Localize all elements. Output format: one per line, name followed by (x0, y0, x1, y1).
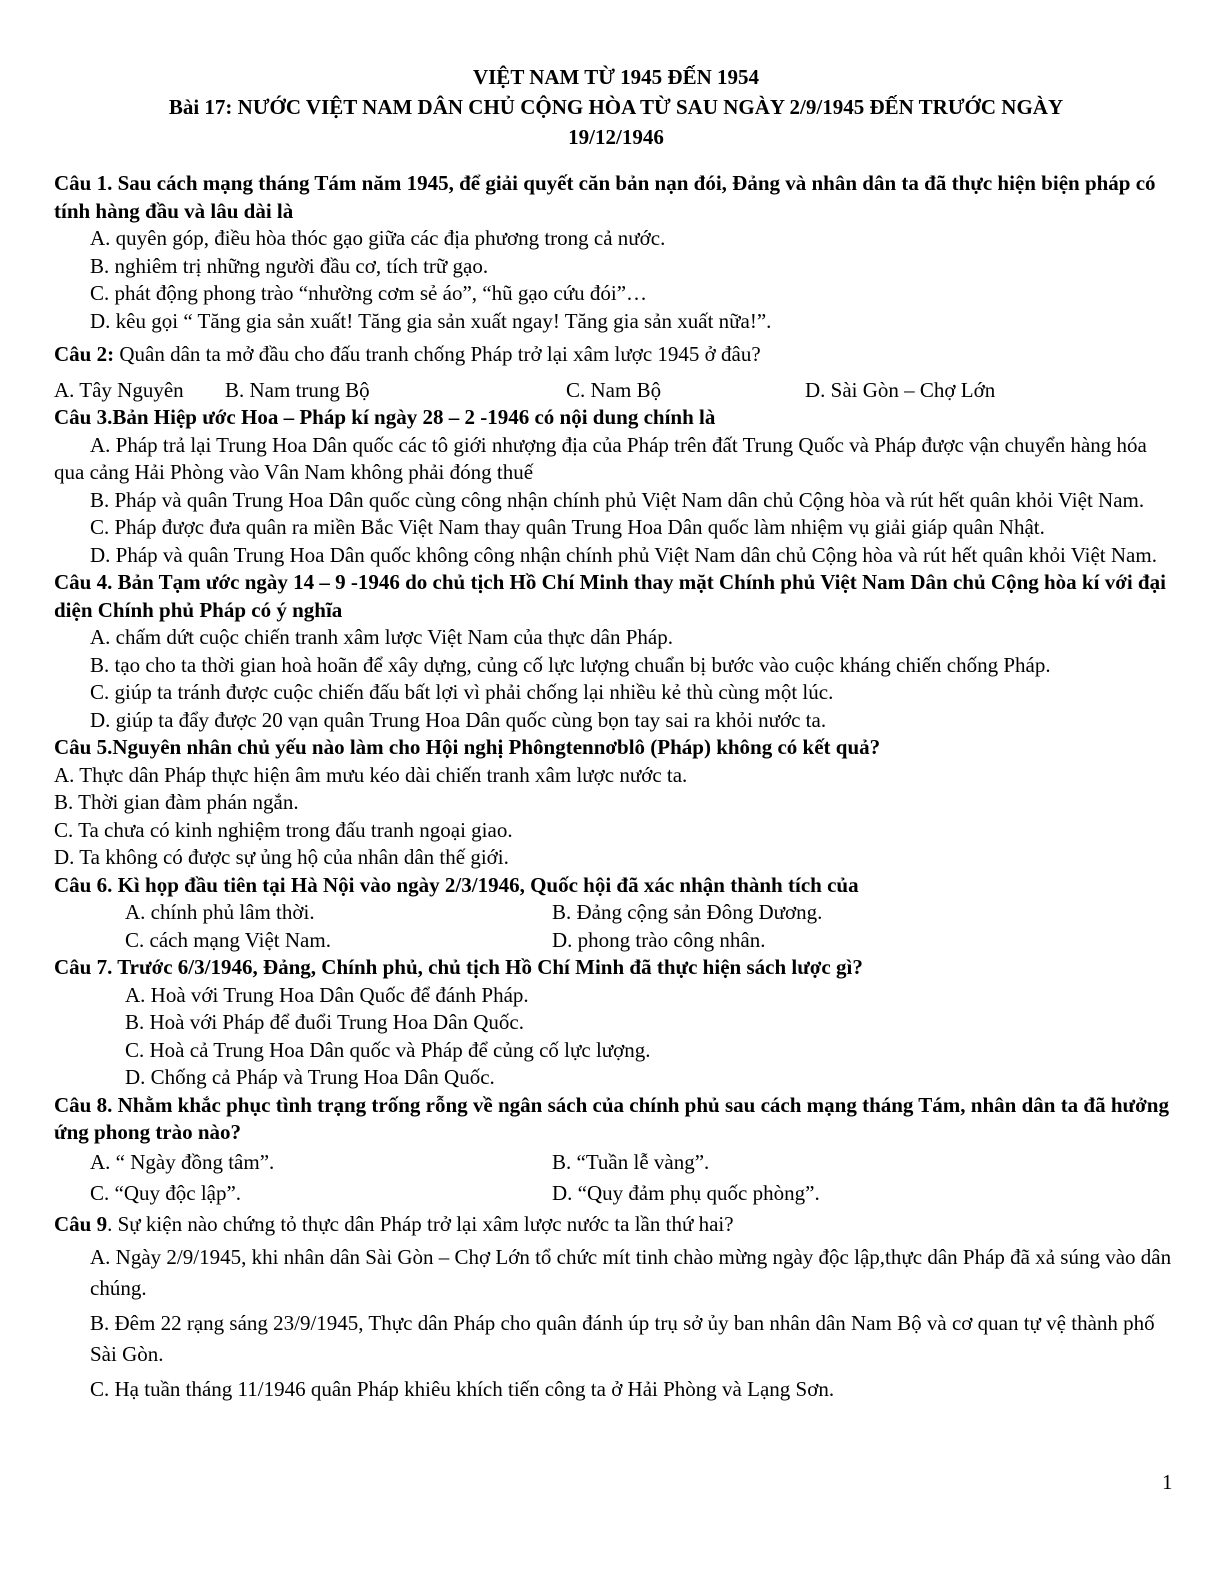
option-a: A. quyên góp, điều hòa thóc gạo giữa các địa phương trong cả nước. (90, 226, 666, 250)
option-row (54, 377, 1178, 405)
option-d: D. Pháp và quân Trung Hoa Dân quốc không công nhận chính phủ Việt Nam dân chủ Cộng hòa và rút hết quân khỏi Việt Nam. (90, 542, 1157, 567)
question-body: . Sự kiện nào chứng tỏ thực dân Pháp trở lại xâm lược nước ta lần thứ hai? (107, 1211, 734, 1236)
option-b: B. “Tuần lễ vàng”. (552, 1149, 710, 1174)
option-d: D. giúp ta đẩy được 20 vạn quân Trung Hoa Dân quốc cùng bọn tay sai ra khỏi nước ta. (90, 707, 827, 732)
option-b: B. nghiêm trị những người đầu cơ, tích trữ gạo. (90, 253, 489, 278)
option-a: A. Pháp trả lại Trung Hoa Dân quốc các tô giới nhượng địa của Pháp trên đất Trung Quốc và Pháp được vận chuyển hàng hóa qua cảng Hải Phòng vào Vân Nam không phải đóng thuế (54, 432, 1147, 484)
option-a: A. chính phủ lâm thời. (125, 900, 315, 924)
question-text: Câu 5.Nguyên nhân chủ yếu nào làm cho Hội nghị Phôngtennơblô (Pháp) không có kết quả? (54, 735, 881, 759)
question-6 (54, 872, 1178, 955)
option-d: D. kêu gọi “ Tăng gia sản xuất! Tăng gia sản xuất ngay! Tăng gia sản xuất nữa!”. (90, 308, 772, 333)
question-label: Câu 9 (54, 1211, 108, 1236)
option-c: C. phát động phong trào “nhường cơm sẻ áo”, “hũ gạo cứu đói”… (90, 281, 648, 305)
question-5 (54, 734, 1178, 872)
option-c: C. Pháp được đưa quân ra miền Bắc Việt Nam thay quân Trung Hoa Dân quốc làm nhiệm vụ giải giáp quân Nhật. (90, 515, 1045, 539)
option-b: B. Đảng cộng sản Đông Dương. (552, 900, 823, 924)
option-row (54, 1147, 1178, 1178)
question-text: Câu 4. Bản Tạm ước ngày 14 – 9 -1946 do chủ tịch Hồ Chí Minh thay mặt Chính phủ Việt Nam Dân chủ Cộng hòa kí với đại diện Chính phủ Pháp có ý nghĩa (54, 570, 1166, 622)
option-d: D. Chống cả Pháp và Trung Hoa Dân Quốc. (125, 1065, 495, 1089)
option-row (54, 899, 1178, 927)
option-b: B. Nam trung Bộ (225, 377, 370, 402)
question-text (54, 1211, 1178, 1239)
chapter-title: VIỆT NAM TỪ 1945 ĐẾN 1954 (472, 65, 760, 89)
option-c: C. Hạ tuần tháng 11/1946 quân Pháp khiêu khích tiến công ta ở Hải Phòng và Lạng Sơn. (90, 1377, 835, 1401)
question-label: Câu 2 (54, 342, 108, 366)
option-d: D. “Quy đảm phụ quốc phòng”. (552, 1180, 820, 1205)
option-b: B. Thời gian đàm phán ngắn. (54, 790, 299, 814)
option-c: C. Ta chưa có kinh nghiệm trong đấu tranh ngoại giao. (54, 817, 513, 842)
option-b: B. Hoà với Pháp để đuổi Trung Hoa Dân Quốc. (125, 1010, 524, 1034)
document-page (54, 62, 1178, 1405)
option-d: D. phong trào công nhân. (552, 927, 766, 952)
option-d: D. Sài Gòn – Chợ Lớn (805, 377, 996, 402)
option-row (54, 1178, 1178, 1209)
option-row (54, 927, 1178, 955)
question-3 (54, 404, 1178, 569)
option-c: C. giúp ta tránh được cuộc chiến đấu bất lợi vì phải chống lại nhiều kẻ thù cùng một lúc. (90, 680, 834, 704)
option-a: A. Hoà với Trung Hoa Dân Quốc để đánh Pháp. (125, 982, 529, 1007)
page-number: 1 (1162, 1470, 1173, 1494)
option-b: B. tạo cho ta thời gian hoà hoãn để xây dựng, củng cố lực lượng chuẩn bị bước vào cuộc kháng chiến chống Pháp. (90, 652, 1051, 677)
question-2 (54, 341, 1178, 404)
question-9 (54, 1211, 1178, 1406)
document-header (54, 62, 1178, 152)
question-text: Câu 8. Nhằm khắc phục tình trạng trống rỗng về ngân sách của chính phủ sau cách mạng tháng Tám, nhân dân ta đã hưởng ứng phong trào nào? (54, 1092, 1169, 1144)
question-4 (54, 569, 1178, 734)
question-text: Câu 6. Kì họp đầu tiên tại Hà Nội vào ngày 2/3/1946, Quốc hội đã xác nhận thành tích của (54, 872, 859, 897)
option-a: A. Tây Nguyên (54, 377, 184, 402)
question-8 (54, 1092, 1178, 1209)
option-a: A. Ngày 2/9/1945, khi nhân dân Sài Gòn – Chợ Lớn tổ chức mít tinh chào mừng ngày độc lập,thực dân Pháp đã xả súng vào dân chúng. (90, 1245, 1172, 1300)
option-a: A. “ Ngày đồng tâm”. (90, 1149, 275, 1174)
option-c: C. Nam Bộ (566, 377, 662, 402)
question-text: Câu 7. Trước 6/3/1946, Đảng, Chính phủ, chủ tịch Hồ Chí Minh đã thực hiện sách lược gì? (54, 955, 863, 979)
option-c: C. “Quy độc lập”. (90, 1180, 242, 1205)
option-b: B. Đêm 22 rạng sáng 23/9/1945, Thực dân Pháp cho quân đánh úp trụ sở ủy ban nhân dân Nam Bộ và cơ quan tự vệ thành phố Sài Gòn. (90, 1311, 1155, 1366)
option-a: A. Thực dân Pháp thực hiện âm mưu kéo dài chiến tranh xâm lược nước ta. (54, 762, 688, 787)
option-b: B. Pháp và quân Trung Hoa Dân quốc cùng công nhận chính phủ Việt Nam dân chủ Cộng hòa và rút hết quân khỏi Việt Nam. (90, 487, 1145, 512)
question-body: Quân dân ta mở đầu cho đấu tranh chống Pháp trở lại xâm lược 1945 ở đâu? (114, 342, 761, 366)
question-colon: : (107, 342, 115, 366)
option-d: D. Ta không có được sự ủng hộ của nhân dân thế giới. (54, 845, 509, 869)
question-7 (54, 954, 1178, 1092)
lesson-title: Bài 17: NƯỚC VIỆT NAM DÂN CHỦ CỘNG HÒA TỪ SAU NGÀY 2/9/1945 ĐẾN TRƯỚC NGÀY (168, 95, 1064, 119)
option-c: C. Hoà cả Trung Hoa Dân quốc và Pháp để củng cố lực lượng. (125, 1037, 651, 1062)
question-1 (54, 170, 1178, 335)
question-text (54, 341, 1178, 369)
question-text: Câu 1. Sau cách mạng tháng Tám năm 1945, để giải quyết căn bản nạn đói, Đảng và nhân dân ta đã thực hiện biện pháp có tính hàng đầu và lâu dài là (54, 171, 1156, 223)
option-a: A. chấm dứt cuộc chiến tranh xâm lược Việt Nam của thực dân Pháp. (90, 625, 674, 649)
question-text: Câu 3.Bản Hiệp ước Hoa – Pháp kí ngày 28 – 2 -1946 có nội dung chính là (54, 405, 716, 429)
option-c: C. cách mạng Việt Nam. (125, 927, 331, 952)
lesson-title-date: 19/12/1946 (568, 125, 664, 149)
